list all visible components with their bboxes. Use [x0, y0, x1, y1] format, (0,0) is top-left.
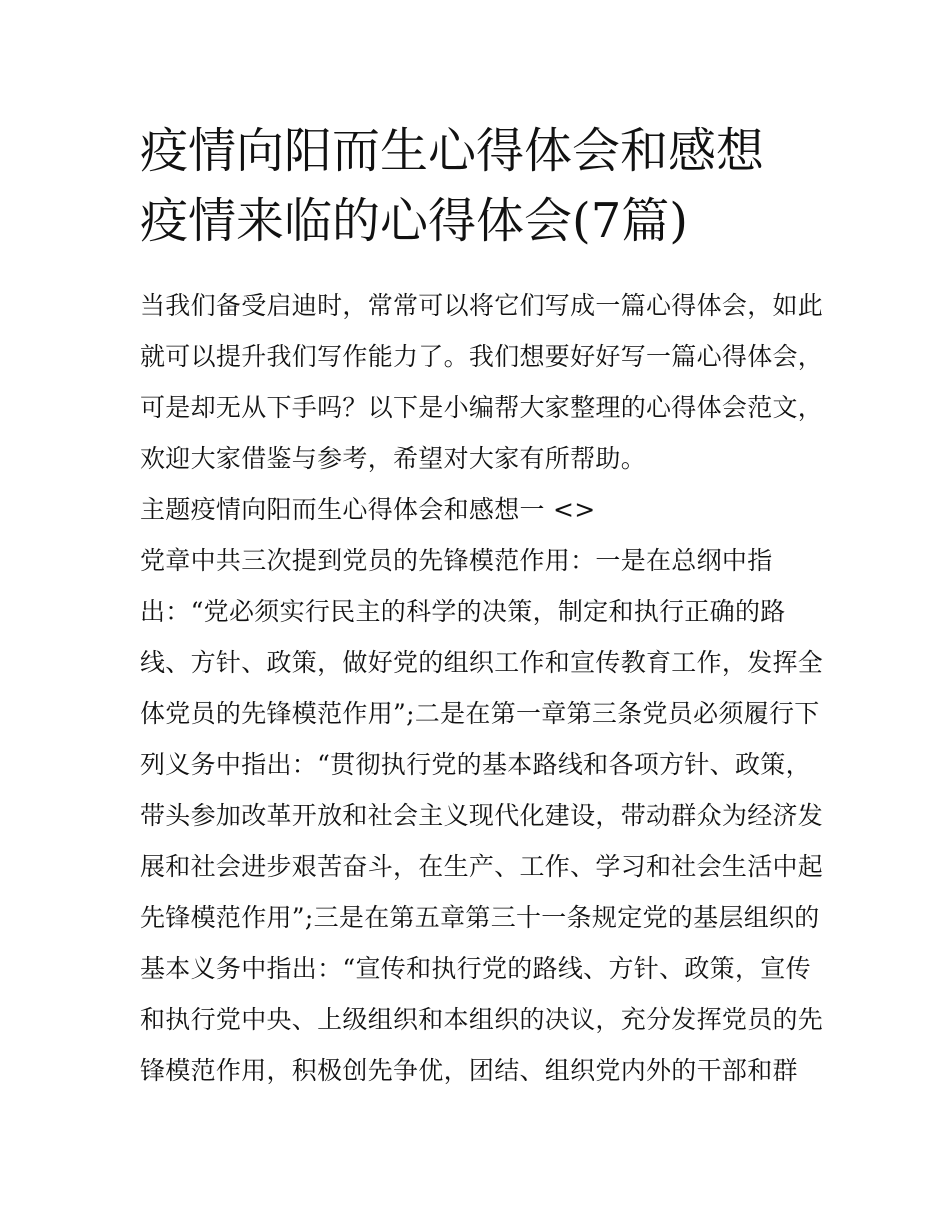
- body-line: 锋模范作用，积极创先争优，团结、组织党内外的干部和群: [140, 1056, 798, 1085]
- document-body: [140, 280, 824, 1096]
- body-line: 出：“党必须实行民主的科学的决策，制定和执行正确的路: [140, 597, 786, 626]
- intro-line: 可是却无从下手吗？以下是小编帮大家整理的心得体会范文，: [140, 393, 824, 422]
- body-line: 和执行党中央、上级组织和本组织的决议，充分发挥党员的先: [140, 1005, 824, 1034]
- intro-line: 欢迎大家借鉴与参考，希望对大家有所帮助。: [140, 444, 647, 473]
- intro-line: 当我们备受启迪时，常常可以将它们写成一篇心得体会，如此: [140, 291, 824, 320]
- title-line-2: 疫情来临的心得体会(7篇): [140, 193, 688, 249]
- body-line: 展和社会进步艰苦奋斗，在生产、工作、学习和社会生活中起: [140, 852, 824, 881]
- body-line: 带头参加改革开放和社会主义现代化建设，带动群众为经济发: [140, 801, 824, 830]
- body-line: 先锋模范作用”;三是在第五章第三十一条规定党的基层组织的: [140, 903, 820, 932]
- document-title: [140, 116, 820, 256]
- intro-line: 就可以提升我们写作能力了。我们想要好好写一篇心得体会，: [140, 342, 824, 371]
- body-line: 党章中共三次提到党员的先锋模范作用：一是在总纲中指: [140, 546, 773, 575]
- body-paragraph: [140, 535, 824, 1096]
- section-heading-text: 主题疫情向阳而生心得体会和感想一 <>: [140, 495, 596, 524]
- intro-paragraph: [140, 280, 824, 484]
- body-line: 基本义务中指出：“宣传和执行党的路线、方针、政策，宣传: [140, 954, 811, 983]
- title-line-1: 疫情向阳而生心得体会和感想: [140, 123, 765, 179]
- body-line: 体党员的先锋模范作用”;二是在第一章第三条党员必须履行下: [140, 699, 820, 728]
- body-line: 列义务中指出：“贯彻执行党的基本路线和各项方针、政策，: [140, 750, 811, 779]
- body-line: 线、方针、政策，做好党的组织工作和宣传教育工作，发挥全: [140, 648, 824, 677]
- section-heading: [140, 484, 820, 535]
